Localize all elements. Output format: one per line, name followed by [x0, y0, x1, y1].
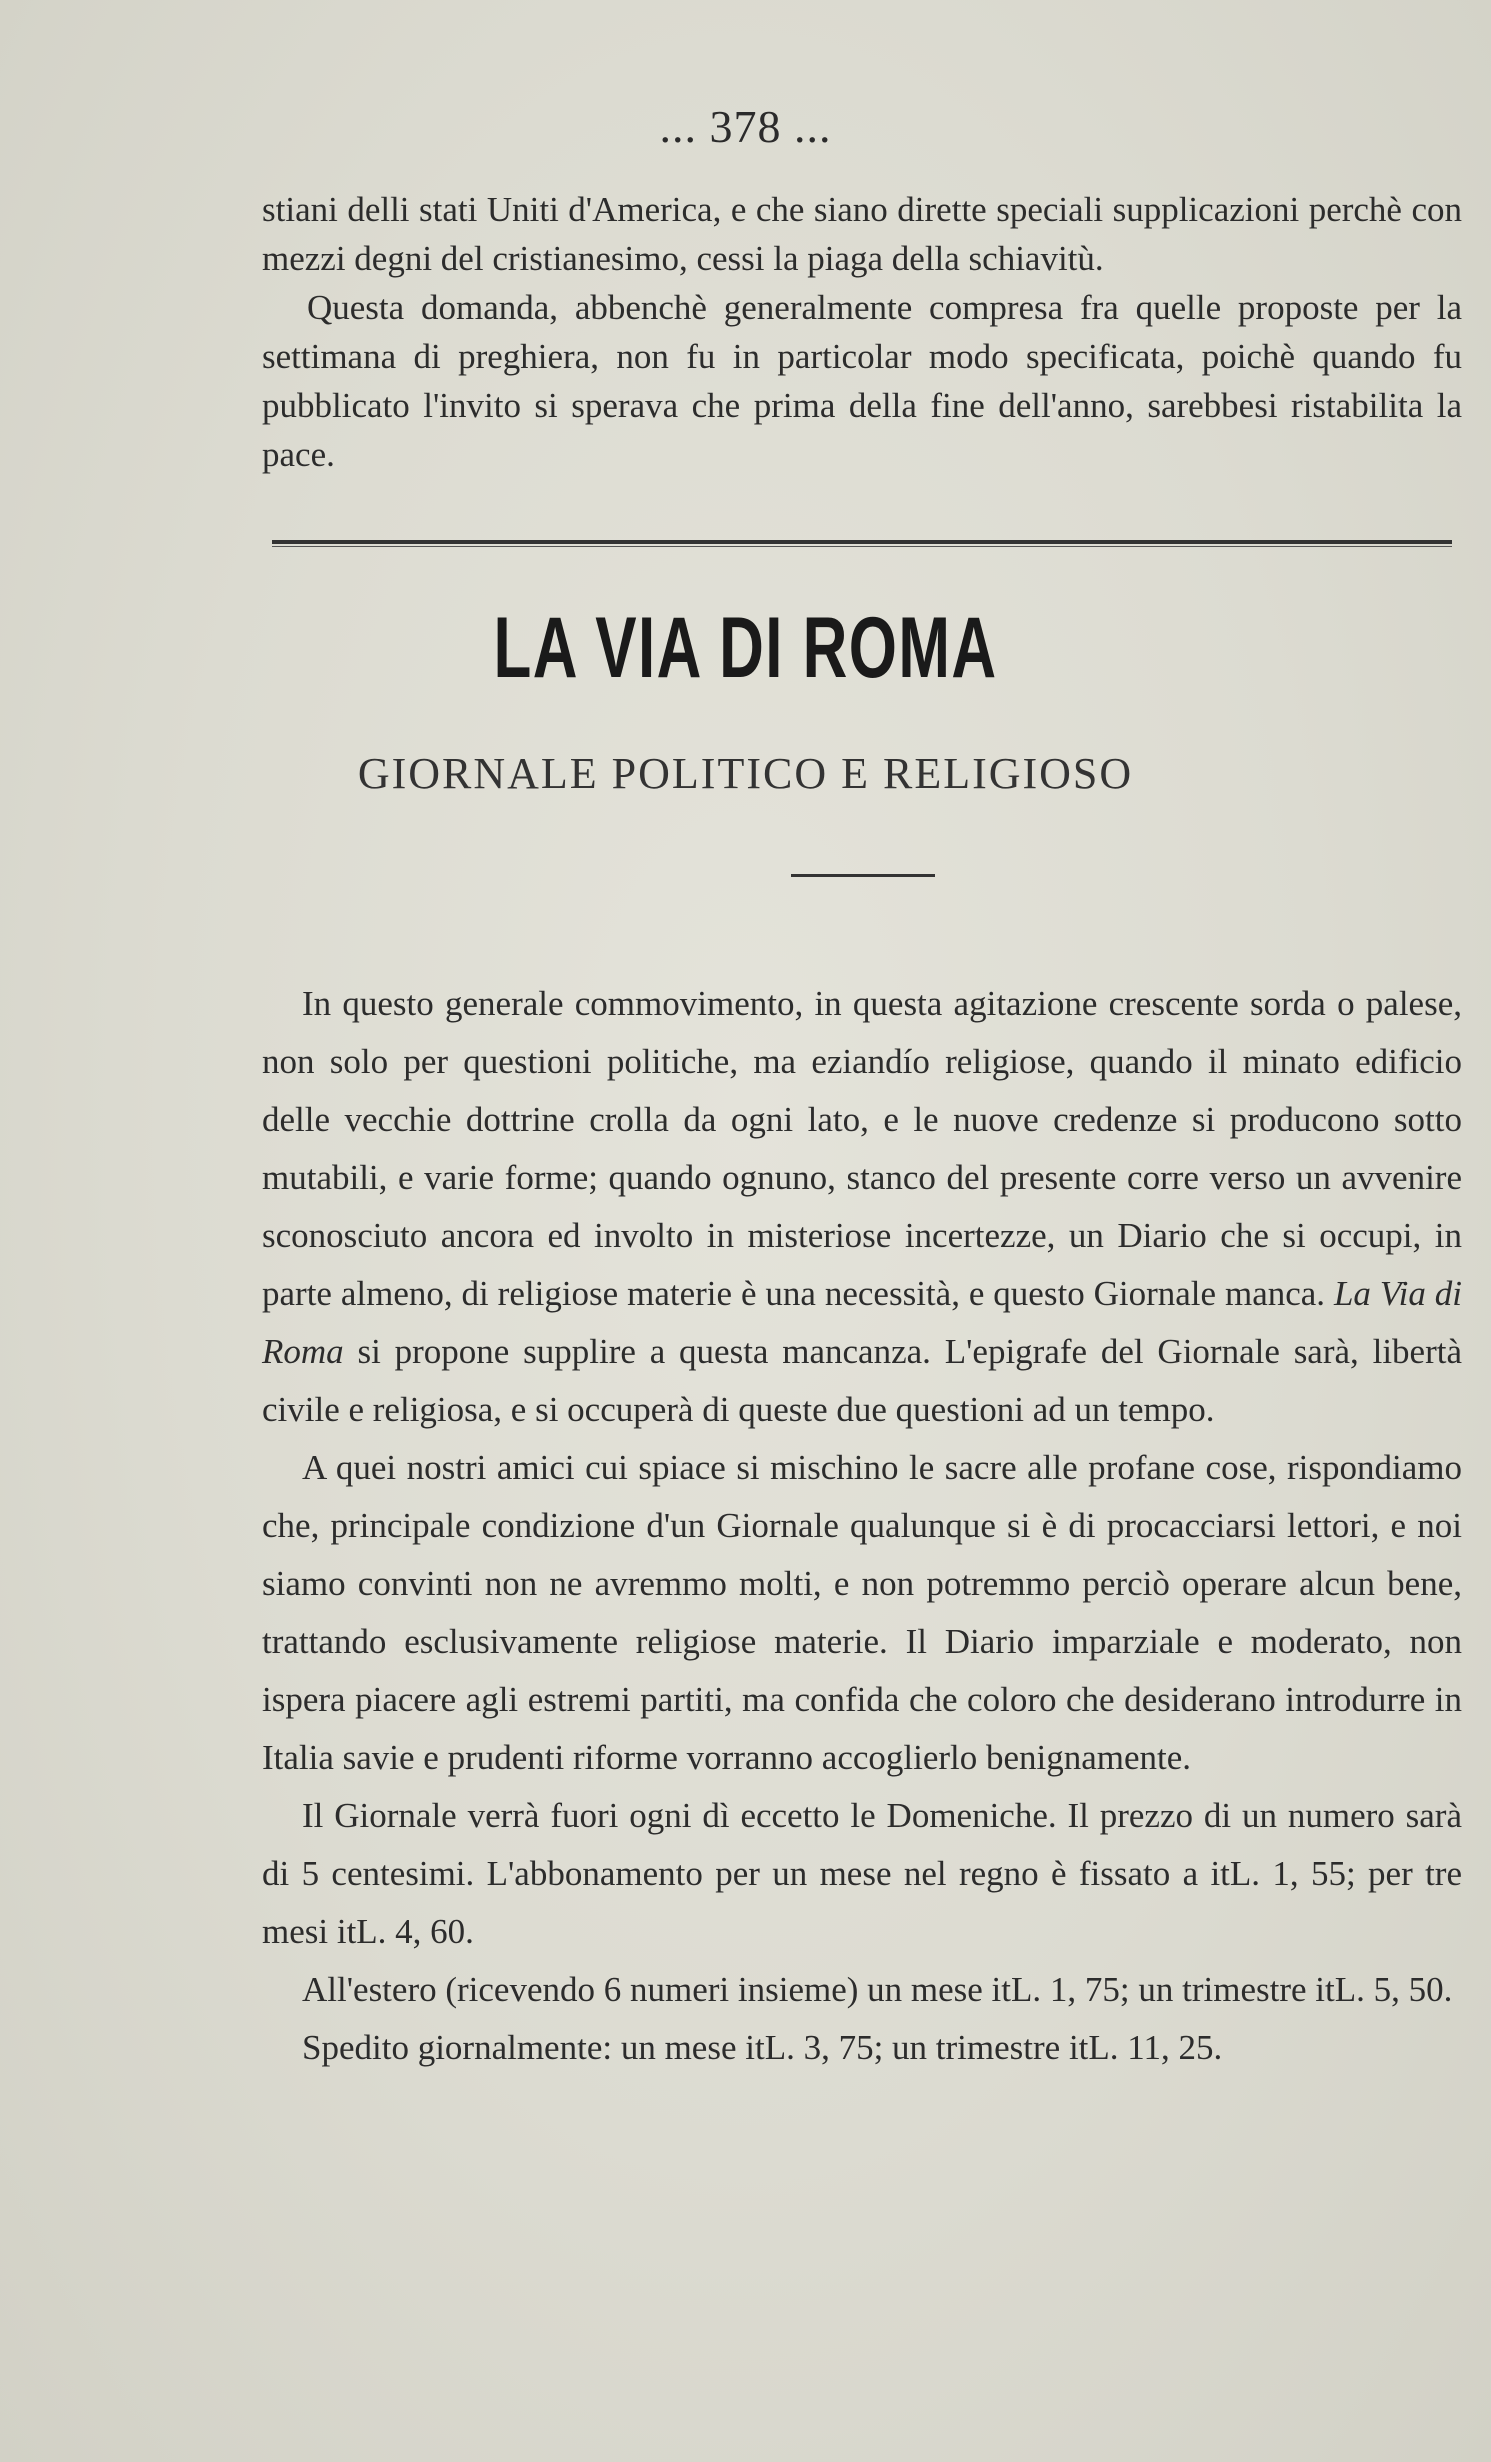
paragraph-continuation: stiani delli stati Uniti d'America, e che siano dirette speciali supplicazioni perchè con mezzi degni del cristianesimo, cessi la piaga della schiavitù. — [262, 190, 1462, 278]
paragraph-pricing: Il Giornale verrà fuori ogni dì eccetto le Domeniche. Il prezzo di un numero sarà di 5 centesimi. L'abbonamento per un mese nel regno è fissato a itL. 1, 55; per tre mesi itL. 4, 60. — [262, 1796, 1462, 1951]
paragraph-abroad: All'estero (ricevendo 6 numeri insieme) un mese itL. 1, 75; un trimestre itL. 5, 50. — [302, 1970, 1453, 2009]
page-number: ... 378 ... — [659, 101, 832, 152]
masthead-subtitle: GIORNALE POLITICO E RELIGIOSO — [357, 749, 1134, 798]
journal-name-italic: La Via di Roma — [262, 1274, 1462, 1371]
paragraph-daily-shipping: Spedito giornalmente: un mese itL. 3, 75; un trimestre itL. 11, 25. — [302, 2028, 1223, 2067]
paragraph-readers: A quei nostri amici cui spiace si mischino le sacre alle profane cose, rispondiamo che, principale condizione d'un Giornale qualunque si è di procacciarsi lettori, e noi siamo convinti non ne avremmo molti, e non potremmo perciò operare alcun bene, trattando esclusivamente religiose materie. Il Diario imparziale e moderato, non ispera piacere agli estremi partiti, ma confida che coloro che desiderano introdurre in Italia savie e prudenti riforme vorranno accoglierlo benignamente. — [262, 1448, 1462, 1777]
paragraph-intro — [262, 975, 1462, 1439]
announcement-body — [262, 975, 1462, 2077]
section-divider — [272, 540, 1452, 544]
top-text-section — [262, 185, 1462, 479]
masthead-title: LA VIA DI ROMA — [493, 600, 998, 696]
paragraph-intro-text-end: si propone supplire a questa mancanza. L'epigrafe del Giornale sarà, libertà civile e religiosa, e si occuperà di queste due questioni ad un tempo. — [262, 1332, 1462, 1429]
subtitle-divider — [791, 874, 935, 877]
paragraph-intro-text: In questo generale commovimento, in questa agitazione crescente sorda o palese, non solo per questioni politiche, ma eziandío religiose, quando il minato edificio delle vecchie dottrine crolla da ogni lato, e le nuove credenze si producono sotto mutabili, e varie forme; quando ognuno, stanco del presente corre verso un avvenire sconosciuto ancora ed involto in misteriose incertezze, un Diario che si occupi, in parte almeno, di religiose materie è una necessità, e questo Giornale manca. — [262, 984, 1462, 1313]
paragraph-question-note: Questa domanda, abbenchè generalmente compresa fra quelle proposte per la settimana di preghiera, non fu in particolar modo specificata, poichè quando fu pubblicato l'invito si sperava che prima della fine dell'anno, sarebbesi ristabilita la pace. — [262, 288, 1462, 474]
